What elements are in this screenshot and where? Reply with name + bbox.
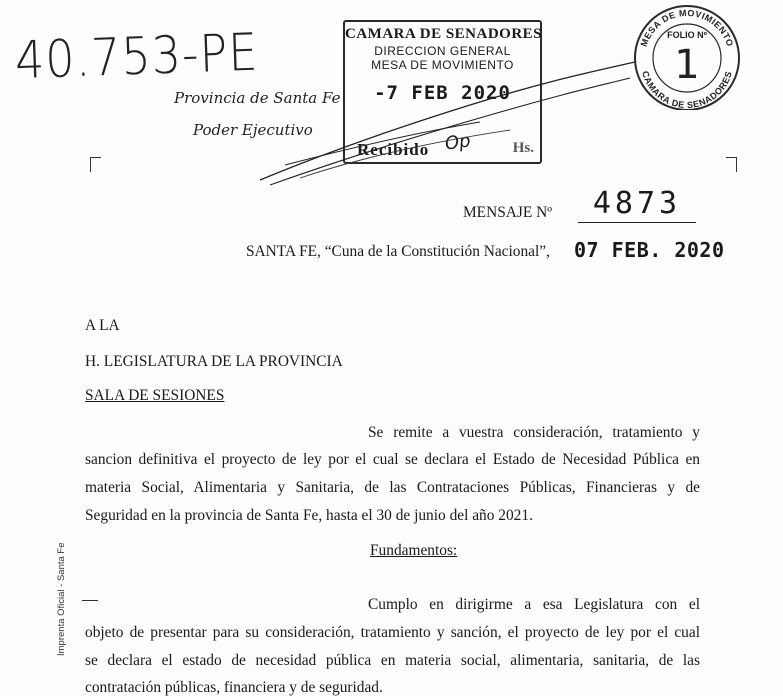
date-stamp: 07 FEB. 2020 (574, 238, 725, 262)
folio-seal-bottom-text: CAMARA DE SENADORES (640, 69, 734, 110)
folio-number: 1 (674, 42, 700, 88)
paragraph-2-line-2: objeto de presentar para su consideración, tratamiento y sanción, el proyecto de ley por el cual (85, 624, 700, 641)
paragraph-2-line-3: se declara el estado de necesidad pública en materia social, alimentaria, sanitaria, de las (85, 652, 700, 669)
paragraph-1-line-3: materia Social, Alimentaria y Sanitaria, de las Contrataciones Públicas, Financieras y de (85, 479, 700, 496)
stamp-received-label: Recibido (357, 140, 430, 159)
message-number: 4873 (578, 186, 696, 223)
stamp-office: MESA DE MOVIMIENTO (371, 58, 514, 72)
paragraph-2-line-4: contratación públicas, financiera y de seguridad. (85, 679, 383, 696)
place-line: SANTA FE, “Cuna de la Constitución Nacional”, (246, 243, 550, 260)
letterhead-province: Provincia de Santa Fe (174, 89, 341, 107)
stamp-date: -7 FEB 2020 (374, 82, 511, 104)
stamp-hours-label: Hs. (512, 140, 534, 156)
stamp-department: DIRECCION GENERAL (374, 44, 511, 58)
margin-dash (82, 600, 98, 601)
addressee-line-2: H. LEGISLATURA DE LA PROVINCIA (85, 353, 343, 370)
paragraph-1-line-2: sancion definitiva el proyecto de ley por el cual se declara el Estado de Necesidad Pública en (85, 451, 700, 468)
corner-mark-right (726, 157, 737, 172)
paragraph-1-line-4: Seguridad en la provincia de Santa Fe, hasta el 30 de junio del año 2021. (85, 507, 533, 524)
corner-mark-left (90, 157, 101, 172)
paragraph-1-line-1: Se remite a vuestra consideración, tratamiento y (368, 424, 700, 441)
signature-scribble (240, 60, 640, 190)
stamp-title: CAMARA DE SENADORES (345, 26, 543, 42)
addressee-line-3: SALA DE SESIONES (85, 387, 225, 404)
message-label: MENSAJE Nº (463, 204, 552, 221)
handwritten-file-number: 40.753-PE (14, 21, 260, 91)
printer-side-note: Imprenta Oficial - Santa Fe (56, 542, 67, 656)
folio-seal-top-text: MESA DE MOVIMIENTO (638, 7, 736, 48)
stamp-received-initials: Op (443, 130, 472, 155)
addressee-line-1: A LA (85, 317, 120, 334)
letterhead-executive: Poder Ejecutivo (193, 121, 313, 139)
folio-label: FOLIO Nº (667, 30, 707, 40)
section-heading: Fundamentos: (370, 542, 458, 559)
folio-seal (627, 0, 747, 110)
paragraph-2-line-1: Cumplo en dirigirme a esa Legislatura con el (368, 596, 700, 613)
